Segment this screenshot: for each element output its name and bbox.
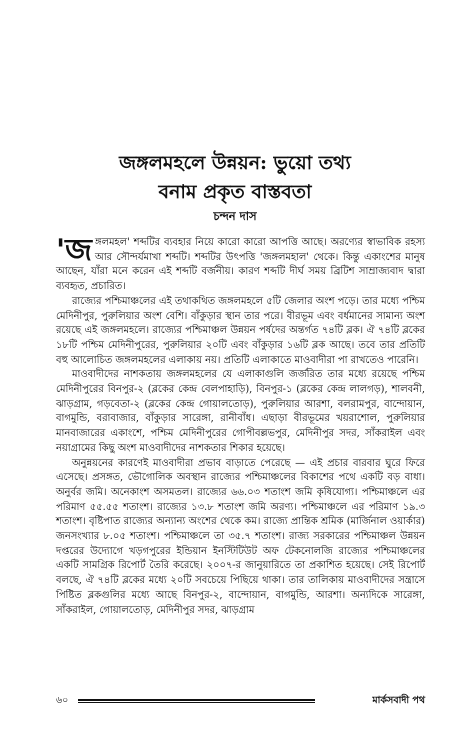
page-number: ৬০ <box>56 695 69 706</box>
footer-rule <box>78 699 315 703</box>
article-title-line-1: জঙ্গলমহলে উন্নয়ন: ভুয়ো তথ্য <box>119 152 351 174</box>
paragraph-3: মাওবাদীদের নাশকতায় জঙ্গলমহলের যে এলাকাগুলি জর্জরিত তার মধ্যে রয়েছে পশ্চিম মেদিনীপুরের বিনপুর-২ (ব্লকের কেন্দ্র বেলপাহাড়ি), বিনপুর-১ (ব্লকের কেন্দ্র লালগড়), শালবনী, ঝাড়গ্রাম, গড়বেতা-২ (ব্লকের কেন্দ্র গোয়ালতোড়), পুরুলিয়ার আরশা, বলরামপুর, বান্দোয়ান, বাগমুন্ডি, বরাবাজার, বাঁকুড়ার সারেঙ্গা, রানীবাঁধ। এছাড়া বীরভূমের খয়রাশোল, পুরুলিয়ার মানবাজারের একাংশে, পশ্চিম মেদিনীপুরের গোপীবল্লভপুর, মেদিনীপুর সদর, সাঁকরাইল এবং নয়াগ্রামের কিছু অংশ মাওবাদীদের নাশকতার শিকার হয়েছে। <box>56 369 425 454</box>
author-name: চন্দন দাস <box>213 209 257 223</box>
paragraph-1 <box>56 233 425 295</box>
page-footer <box>56 694 425 708</box>
article-title-line-2: বনাম প্রকৃত বাস্তবতা <box>158 181 312 203</box>
paragraph-1-text: ঙ্গলমহল' শব্দটির ব্যবহার নিয়ে কারো কারো আপত্তি আছে। অরণ্যের স্বাভাবিক রহস্য আর সৌন্দর্যমাখা শব্দটি। শব্দটির উৎপত্তি 'জঙ্গলমহাল' থেকে। কিন্তু একাংশের মানুষ আছেন, যাঁরা মনে করেন এই শব্দটি বর্জনীয়। কারণ শব্দটি দীর্ঘ সময় ব্রিটিশ সাম্রাজ্যবাদ দ্বারা ব্যবহৃত, প্রচারিত। <box>56 237 425 293</box>
paragraph-2: রাজ্যের পশ্চিমাঞ্চলের এই তথাকথিত জঙ্গলমহলে ৫টি জেলার অংশ পড়ে। তার মধ্যে পশ্চিম মেদিনীপুর, পুরুলিয়ার অংশ বেশি। বাঁকুড়ার স্থান তার পরে। বীরভূম এবং বর্ধমানের সামান্য অংশ রয়েছে এই জঙ্গলমহলে। রাজ্যের পশ্চিমাঞ্চল উন্নয়ন পর্ষদের অন্তর্গত ৭৪টি ব্লক। ঐ ৭৪টি ব্লকের ১৮টি পশ্চিম মেদিনীপুরের, পুরুলিয়ার ২০টি এবং বাঁকুড়ার ১৬টি ব্লক আছে। তবে তার প্রতিটি বহু আলোচিত জঙ্গলমহলের এলাকায় নয়। প্রতিটি এলাকাতে মাওবাদীরা পা রাখতেও পারেনি। <box>56 295 425 366</box>
journal-name: মার্কসবাদী পথ <box>372 695 425 706</box>
paragraph-4: অনুন্নয়নের কারণেই মাওবাদীরা প্রভাব বাড়াতে পেরেছে — এই প্রচার বারবার ঘুরে ফিরে এসেছে। প্রসঙ্গত, ভৌগোলিক অবস্থান রাজ্যের পশ্চিমাঞ্চলের বিকাশের পথে একটি বড় বাধা। অনুর্বর জমি। অনেকাংশ অসমতল। রাজ্যের ৬৬.০৩ শতাংশ জমি কৃষিযোগ্য। পশ্চিমাঞ্চলে এর পরিমাণ ৫৫.৫৫ শতাংশ। রাজ্যের ১৩.৮ শতাংশ জমি অরণ্য। পশ্চিমাঞ্চলে এর পরিমাণ ১৯.৩ শতাংশ। বৃষ্টিপাত রাজ্যের অন্যান্য অংশের থেকে কম। রাজ্যে প্রান্তিক শ্রমিক (মার্জিনাল ওয়ার্কার) জনসংখ্যার ৮.০৫ শতাংশ। পশ্চিমাঞ্চলে তা ৩৫.৭ শতাংশ। রাজ্য সরকারের পশ্চিমাঞ্চল উন্নয়ন দপ্তরের উদ্যোগে খড়গপুরের ইন্ডিয়ান ইনস্টিটিউট অফ টেকনোলজি রাজ্যের পশ্চিমাঞ্চলের একটি সামগ্রিক রিপোর্ট তৈরি করেছে। ২০০৭-র জানুয়ারিতে তা প্রকাশিত হয়েছে। সেই রিপোর্ট বলছে, ঐ ৭৪টি ব্লকের মধ্যে ২০টি সবচেয়ে পিছিয়ে থাকা। তার তালিকায় মাওবাদীদের সন্ত্রাসে পিষ্টিত ব্লকগুলির মধ্যে আছে বিনপুর-২, বান্দোয়ান, বাগমুন্ডি, আরশা। অন্যদিকে সারেঙ্গা, সাঁকরাইল, গোয়ালতোড়, মেদিনীপুর সদর, ঝাড়গ্রাম <box>56 457 425 616</box>
article-body <box>56 233 425 618</box>
drop-cap: 'জ <box>56 233 93 268</box>
